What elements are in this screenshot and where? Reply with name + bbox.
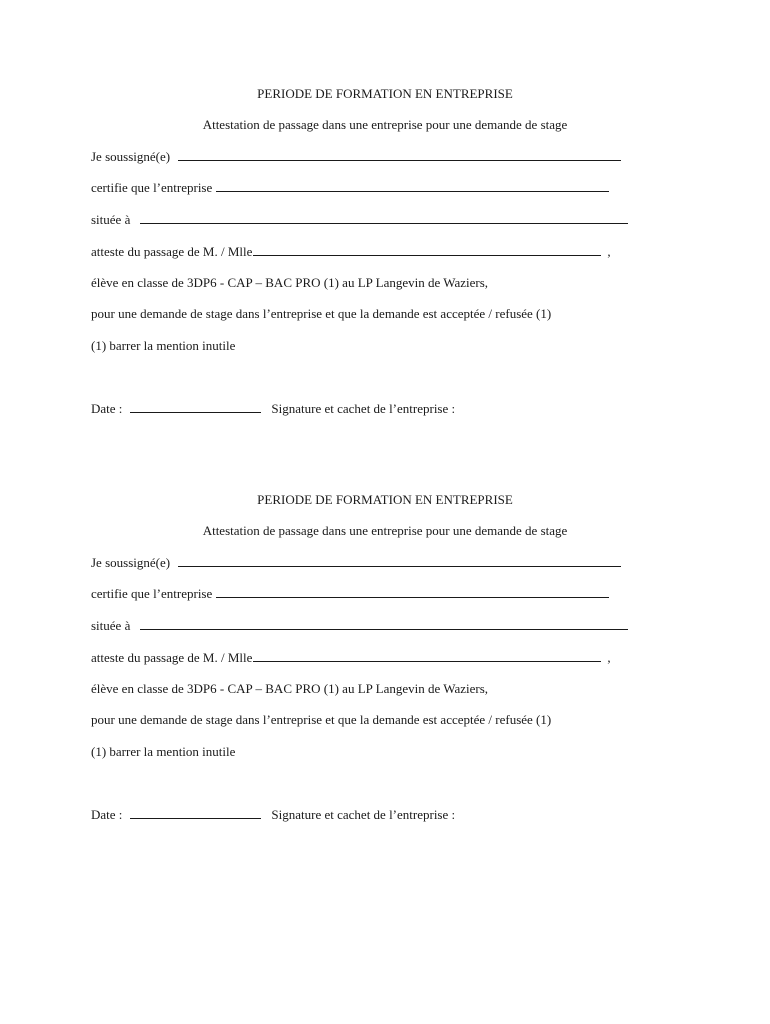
situee-label: située à	[91, 618, 131, 633]
eleve-name-blank[interactable]	[253, 649, 601, 662]
form-title: PERIODE DE FORMATION EN ENTREPRISE	[257, 492, 513, 507]
situee-row	[91, 617, 628, 633]
form-subtitle: Attestation de passage dans une entreprise pour une demande de stage	[202, 117, 568, 132]
soussigne-label: Je soussigné(e)	[91, 149, 171, 164]
form-subtitle: Attestation de passage dans une entreprise pour une demande de stage	[202, 523, 568, 538]
passage-row	[91, 649, 611, 665]
note-text: (1) barrer la mention inutile	[91, 744, 236, 759]
soussigne-label: Je soussigné(e)	[91, 555, 171, 570]
note-text: (1) barrer la mention inutile	[91, 338, 236, 353]
entreprise-row	[91, 585, 609, 601]
entreprise-row	[91, 179, 609, 195]
date-label: Date :	[91, 807, 123, 822]
situee-blank[interactable]	[140, 617, 628, 630]
passage-label: atteste du passage de M. / Mlle	[91, 244, 253, 259]
passage-label: atteste du passage de M. / Mlle	[91, 650, 253, 665]
date-label: Date :	[91, 401, 123, 416]
comma: ,	[607, 650, 611, 665]
demande-text: pour une demande de stage dans l’entreprise et que la demande est acceptée / refusée (1)	[91, 712, 552, 727]
attestation-form-2	[0, 490, 770, 850]
date-signature-row	[91, 400, 455, 416]
soussigne-blank[interactable]	[178, 554, 621, 567]
entreprise-blank[interactable]	[216, 179, 609, 192]
soussigne-row	[91, 148, 621, 164]
eleve-name-blank[interactable]	[253, 243, 601, 256]
demande-text: pour une demande de stage dans l’entreprise et que la demande est acceptée / refusée (1)	[91, 306, 552, 321]
situee-row	[91, 211, 628, 227]
soussigne-blank[interactable]	[178, 148, 621, 161]
attestation-form-1	[0, 84, 770, 444]
situee-blank[interactable]	[140, 211, 628, 224]
passage-row	[91, 243, 611, 259]
entreprise-label: certifie que l’entreprise	[91, 586, 213, 601]
entreprise-blank[interactable]	[216, 585, 609, 598]
signature-label: Signature et cachet de l’entreprise :	[271, 807, 456, 822]
signature-label: Signature et cachet de l’entreprise :	[271, 401, 456, 416]
form-title: PERIODE DE FORMATION EN ENTREPRISE	[257, 86, 513, 101]
date-blank[interactable]	[130, 806, 261, 819]
eleve-text: élève en classe de 3DP6 - CAP – BAC PRO (1) au LP Langevin de Waziers,	[91, 275, 489, 290]
eleve-text: élève en classe de 3DP6 - CAP – BAC PRO (1) au LP Langevin de Waziers,	[91, 681, 489, 696]
soussigne-row	[91, 554, 621, 570]
date-signature-row	[91, 806, 455, 822]
comma: ,	[607, 244, 611, 259]
date-blank[interactable]	[130, 400, 261, 413]
entreprise-label: certifie que l’entreprise	[91, 180, 213, 195]
situee-label: située à	[91, 212, 131, 227]
